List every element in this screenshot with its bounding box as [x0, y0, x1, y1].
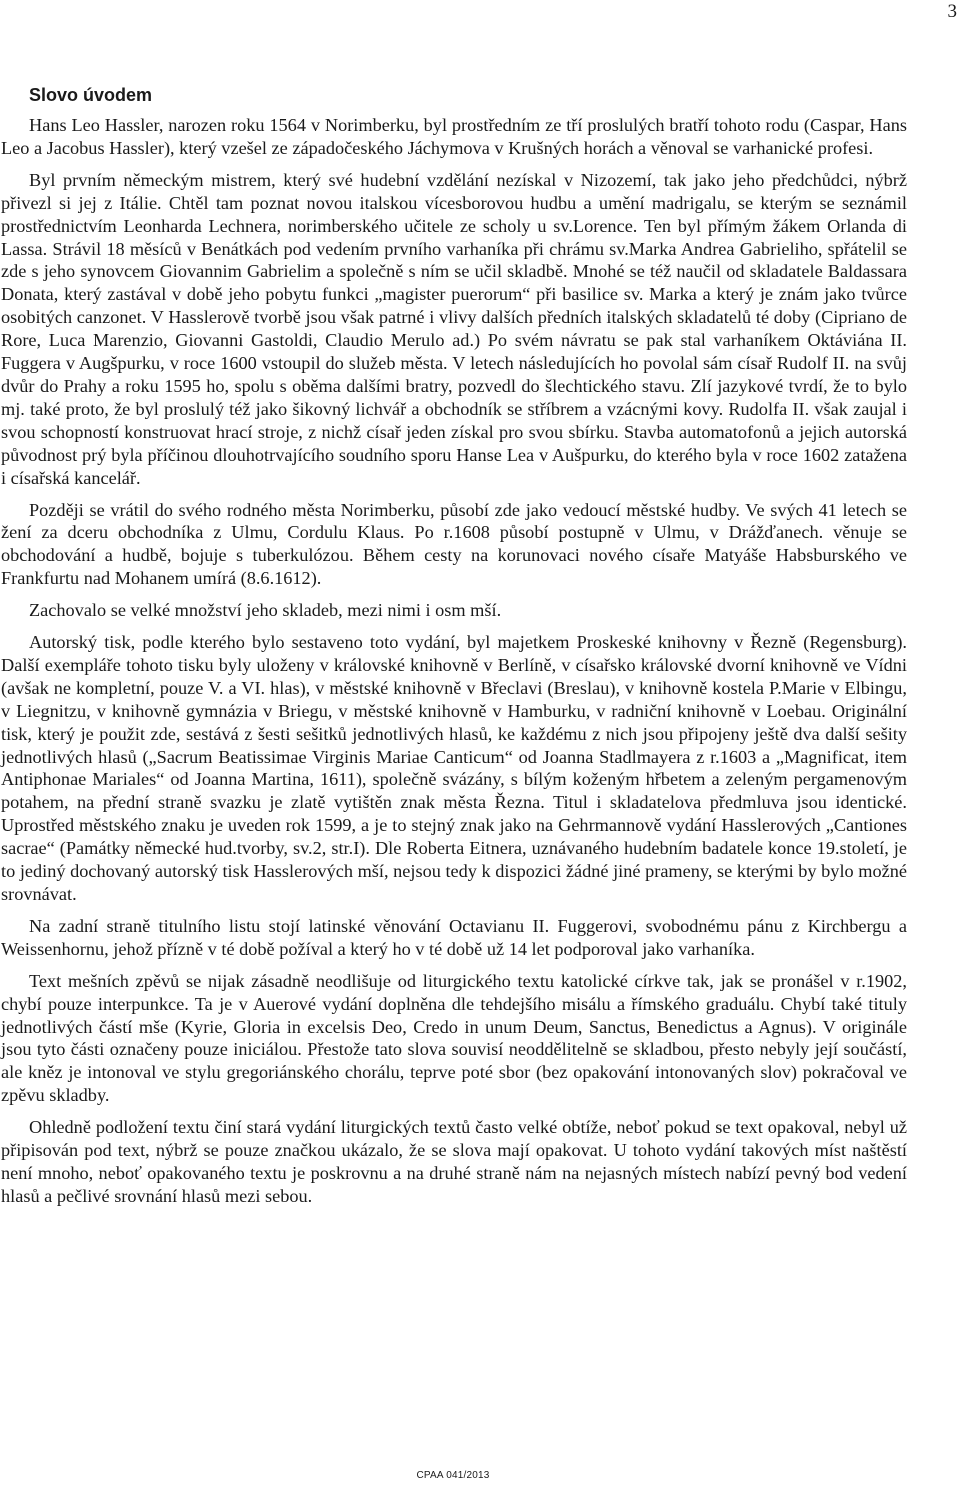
paragraph: Hans Leo Hassler, narozen roku 1564 v Norimberku, byl prostředním ze tří proslulých bratří tohoto rodu (Caspar, Hans Leo a Jacobus Hassler), který vzešel ze západočeského Jáchymova v Krušných horách a věnoval se varhanické profesi.: [1, 115, 907, 158]
footer-code: CPAA 041/2013: [416, 1470, 490, 1481]
paragraph: Text mešních zpěvů se nijak zásadně neodlišuje od liturgického textu katolické církve tak, jak se pronášel v r.1902, chybí pouze interpunkce. Ta je v Auerové vydání doplněna dle tehdejšího misálu a římského graduálu. Chybí také tituly jednotlivých částí mše (Kyrie, Gloria in excelsis Deo, Credo in unum Deum, Sanctus, Benedictus a Agnus). V originále jsou tyto části označeny pouze iniciálou. Přestože tato slova souvisí neoddělitelně se skladbou, přesto nebyly její součástí, ale kněz je intonoval ve stylu gregoriánského chorálu, teprve poté sbor (bez opakování intonovaných slov) pokračoval ve zpěvu skladby.: [1, 970, 907, 1106]
page-number: 3: [947, 1, 957, 22]
paragraph: Později se vrátil do svého rodného města Norimberku, působí zde jako vedoucí městské hudby. Ve svých 41 letech se žení za dceru obchodníka z Ulmu, Cordulu Klaus. Po r.1608 působí postupně v Ulmu, v Drážďanech. věnuje se obchodování a hudbě, bojuje s tuberkulózou. Během cesty na korunovaci nového císaře Matyáše Habsburského ve Frankfurtu nad Mohanem umírá (8.6.1612).: [1, 499, 907, 589]
section-heading: Slovo úvodem: [29, 85, 153, 105]
paragraph: Autorský tisk, podle kterého bylo sestaveno toto vydání, byl majetkem Proskeské knihovny v Řezně (Regensburg). Další exempláře tohoto tisku byly uloženy v královské knihovně v Berlíně, v císařsko královské dvorní knihovně ve Vídni (avšak ne kompletní, pouze V. a VI. hlas), v městské knihovně v Břeclavi (Breslau), v knihovně kostela P.Marie v Elbingu, v Liegnitzu, v knihovně gymnázia v Briegu, v městské knihovně v Hamburku, v radniční knihovně v Loebau. Originální tisk, který je použit zde, sestává z šesti sešitků jednotlivých hlasů, ke každému z nich jsou připojeny ještě dva další sešity jednotlivých hlasů („Sacrum Beatissimae Virginis Mariae Canticum“ od Joanna Stadlmayera z r.1603 a „Magnificat, item Antiphonae Mariales“ od Joanna Martina, 1611), společně svázány, s bílým koženým hřbetem a zeleným pergamenovým potahem, na přední straně svazku je zlatě vytištěn znak města Řezna. Titul i skladatelova předmluva jsou identické. Uprostřed městského znaku je uveden rok 1599, a je to stejný znak jako na Gehrmannově vydání Hasslerových „Cantiones sacrae“ (Památky německé hud.tvorby, sv.2, str.I). Dle Roberta Eitnera, uznávaného hudebním badatele konce 19.století, je to jediný dochovaný autorský tisk Hasslerových mší, nejsou tedy k dispozici žádné jiné prameny, se kterými by bylo možné srovnávat.: [1, 632, 907, 904]
paragraph: Byl prvním německým mistrem, který své hudební vzdělání nezískal v Nizozemí, tak jako jeho předchůdci, nýbrž přivezl si jej z Itálie. Chtěl tam poznat novou italskou vícesborovou hudbu a umění madrigalu, se kterým se seznámil prostřednictvím Leonharda Lechnera, norimberského učitele ze scholy u sv.Lorence. Ten byl přímým žákem Orlanda di Lassa. Strávil 18 měsíců v Benátkách pod vedením prvního varhaníka při chrámu sv.Marka Andrea Gabrieliho, spřátelil se zde s jeho synovcem Giovannim Gabrielim a společně s ním se učil skladbě. Mnohé se též naučil od skladatele Baldassara Donata, který zastával v době jeho pobytu funkci „magister puerorum“ při basilice sv. Marka a který je znám jako tvůrce osobitých canzonet. V Hasslerově tvorbě jsou však patrné i vlivy dalších předních italských skladatelů té doby (Cipriano de Rore, Luca Marenzio, Giovanni Gastoldi, Claudio Merulo ad.) Po svém návratu se pak stal varhaníkem Oktáviána II. Fuggera v Augšpurku, v roce 1600 vstoupil do služeb města. V letech následujících ho povolal sám císař Rudolf II. na svůj dvůr do Prahy a roku 1595 ho, spolu s oběma dalšími bratry, pozvedl do šlechtického stavu. Zlí jazykové tvrdí, že to bylo mj. také proto, že byl proslulý též jako šikovný lichvář a obchodník se stříbrem a vzácnými kovy. Rudolfa II. však zaujal i svou schopností konstruovat hrací stroje, z nichž císař jeden získal pro svou sbírku. Stavba automatofonů a jejich autorská původnost prý byla příčinou dlouhotrvajícího soudního sporu Hanse Lea v Aušpurku, do kterého byla v roce 1602 zatažena i císařská kancelář.: [1, 169, 907, 488]
paragraph: Na zadní straně titulního listu stojí latinské věnování Octavianu II. Fuggerovi, svobodnému pánu z Kirchbergu a Weissenhornu, jehož přízně v té době požíval a který ho v té době už 14 let podporoval jako varhaníka.: [1, 915, 907, 959]
paragraph: Ohledně podložení textu činí stará vydání liturgických textů často velké obtíže, neboť pokud se text opakoval, nebyl už připisován pod text, nýbrž se pouze značkou ukázalo, že se slova mají opakovat. U tohoto vydání takových míst naštěstí není mnoho, neboť opakovaného textu je poskrovnu a na druhé straně nám na nejasných místech nabízí pevný bod vedení hlasů a pečlivé srovnání hlasů mezi sebou.: [1, 1117, 907, 1206]
document-body: [1, 84, 907, 1217]
paragraph: Zachovalo se velké množství jeho skladeb, mezi nimi i osm mší.: [29, 600, 502, 621]
